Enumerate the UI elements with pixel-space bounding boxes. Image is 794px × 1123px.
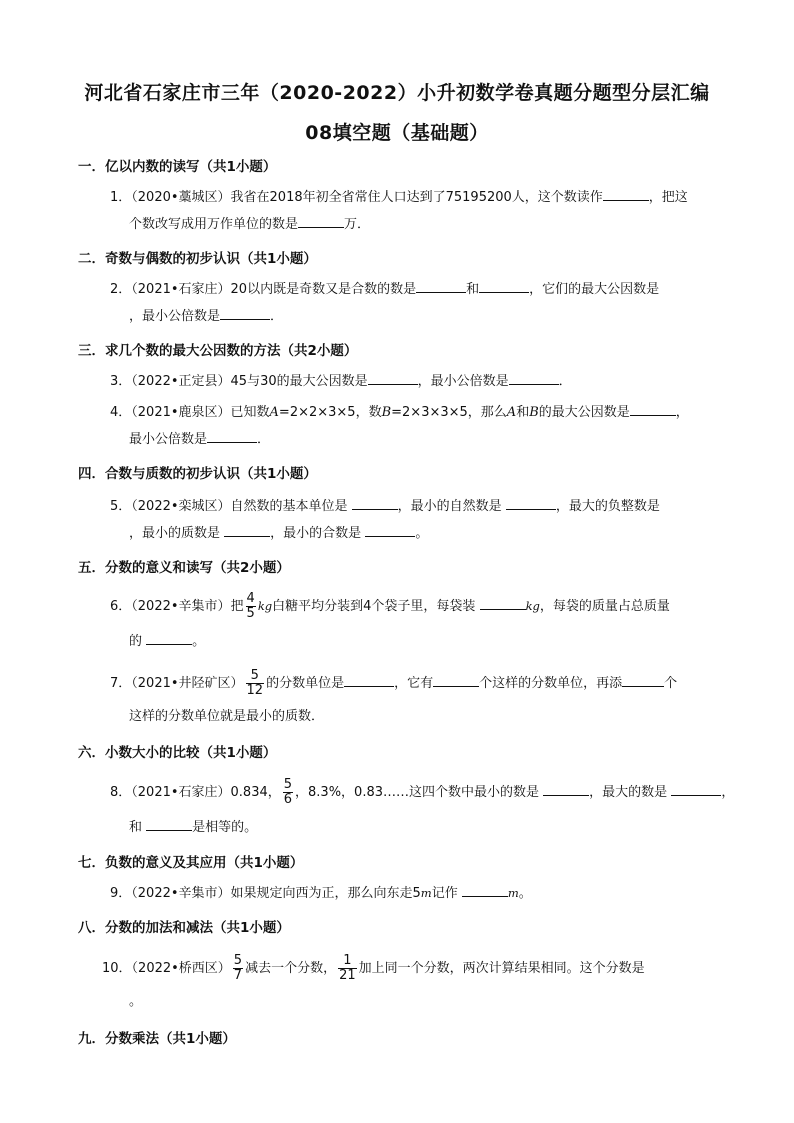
question-1-line-1: 1．（2020•藁城区）我省在2018年初全省常住人口达到了75195200人，这个数读作 ，把这: [110, 186, 688, 208]
question-2-line-2: ，最小公倍数是 ．: [129, 305, 283, 327]
answer-blank[interactable]: [479, 278, 529, 293]
answer-blank[interactable]: [298, 213, 344, 228]
section-heading: 四．合数与质数的初步认识（共1小题）: [78, 466, 317, 482]
question-10-line-2: 。: [129, 994, 143, 1009]
answer-blank[interactable]: [671, 781, 721, 796]
question-8-line-2: 和 是相等的。: [129, 816, 257, 838]
fraction: $\frac{5}{7}$: [233, 953, 243, 983]
answer-blank[interactable]: [146, 816, 192, 831]
question-6-line-1: 6．（2022•辛集市）把 $\frac{4}{5}$ kg白糖平均分装到4个袋子里，每袋装 kg，每袋的质量占总质量: [110, 591, 670, 621]
section-heading: 二．奇数与偶数的初步认识（共1小题）: [78, 251, 317, 267]
fraction: $\frac{1}{21}$: [339, 953, 356, 983]
answer-blank[interactable]: [509, 370, 559, 385]
question-4-line-1: 4．（2021•鹿泉区）已知数A=2×2×3×5，数B=2×3×3×5，那么A和B的最大公因数是 ，: [110, 401, 689, 423]
answer-blank[interactable]: [433, 672, 479, 687]
answer-blank[interactable]: [365, 522, 415, 537]
question-5-line-2: ，最小的质数是 ，最小的合数是 。: [129, 522, 428, 544]
answer-blank[interactable]: [224, 522, 270, 537]
answer-blank[interactable]: [146, 630, 192, 645]
answer-blank[interactable]: [207, 428, 257, 443]
section-heading: 三．求几个数的最大公因数的方法（共2小题）: [78, 343, 358, 359]
answer-blank[interactable]: [543, 781, 589, 796]
question-7-line-2: 这样的分数单位就是最小的质数．: [129, 709, 325, 724]
question-8-line-1: 8．（2021•石家庄）0.834， $\frac{5}{6}$ ，8.3%，0.83……这四个数中最小的数是 ，最大的数是 ，: [110, 777, 735, 807]
answer-blank[interactable]: [344, 672, 394, 687]
answer-blank[interactable]: [462, 882, 508, 897]
answer-blank[interactable]: [368, 370, 418, 385]
fraction: $\frac{5}{6}$: [283, 777, 293, 807]
answer-blank[interactable]: [352, 495, 398, 510]
answer-blank[interactable]: [480, 595, 526, 610]
question-1-line-2: 个数改写成用万作单位的数是 万．: [129, 213, 370, 235]
answer-blank[interactable]: [220, 305, 270, 320]
question-10-line-1: 10．（2022•桥西区） $\frac{5}{7}$ 减去一个分数， $\frac{1}{21}$ 加上同一个分数，两次计算结果相同。这个分数是: [102, 953, 645, 983]
answer-blank[interactable]: [506, 495, 556, 510]
question-2-line-1: 2．（2021•石家庄）20以内既是奇数又是合数的数是 和 ，它们的最大公因数是: [110, 278, 659, 300]
answer-blank[interactable]: [622, 672, 664, 687]
question-7-line-1: 7．（2021•井陉矿区） $\frac{5}{12}$ 的分数单位是 ，它有 个这样的分数单位，再添 个: [110, 668, 678, 698]
question-4-line-2: 最小公倍数是 ．: [129, 428, 270, 450]
document-title: 河北省石家庄市三年（2020-2022）小升初数学卷真题分题型分层汇编: [84, 82, 710, 104]
section-heading: 一．亿以内数的读写（共1小题）: [78, 159, 277, 175]
section-heading: 九．分数乘法（共1小题）: [78, 1031, 236, 1047]
section-heading: 五．分数的意义和读写（共2小题）: [78, 560, 290, 576]
section-heading: 八．分数的加法和减法（共1小题）: [78, 920, 290, 936]
question-5-line-1: 5．（2022•栾城区）自然数的基本单位是 ，最小的自然数是 ，最大的负整数是: [110, 495, 660, 517]
question-6-line-2: 的 。: [129, 630, 205, 652]
section-heading: 六．小数大小的比较（共1小题）: [78, 745, 277, 761]
document-subtitle: 08填空题（基础题）: [305, 122, 489, 144]
section-heading: 七．负数的意义及其应用（共1小题）: [78, 855, 304, 871]
fraction: $\frac{5}{12}$: [246, 668, 264, 698]
fraction: $\frac{4}{5}$: [246, 591, 255, 621]
answer-blank[interactable]: [603, 186, 649, 201]
answer-blank[interactable]: [630, 401, 676, 416]
question-3: 3．（2022•正定县）45与30的最大公因数是 ，最小公倍数是 ．: [110, 370, 572, 392]
answer-blank[interactable]: [416, 278, 466, 293]
question-9: 9．（2022•辛集市）如果规定向西为正，那么向东走5m记作 m。: [110, 882, 532, 904]
